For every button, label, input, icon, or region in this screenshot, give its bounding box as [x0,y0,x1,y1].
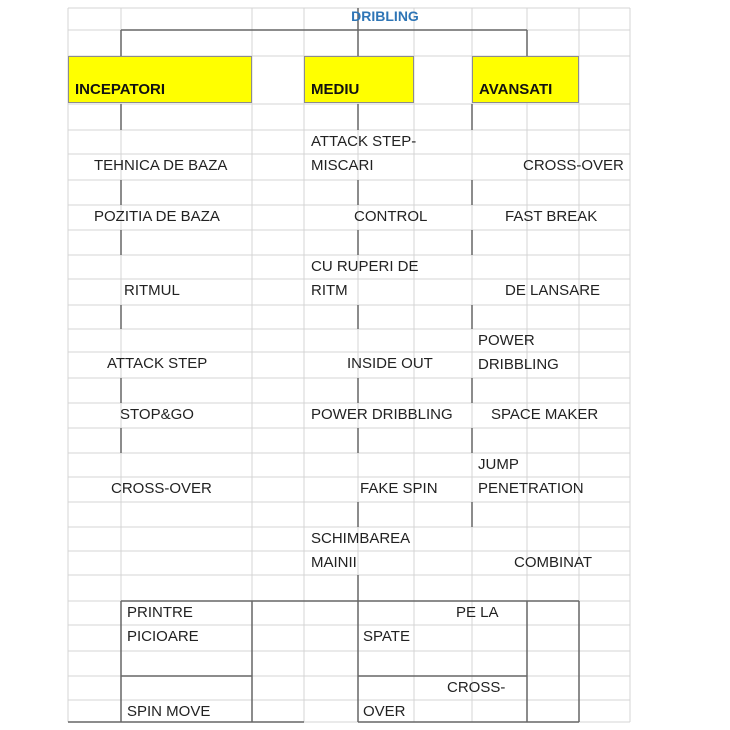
intermediate-item: POWER DRIBBLING [311,406,453,423]
bottom-item-spin-move: SPIN MOVE [127,703,211,720]
advanced-item: POWER DRIBBLING [478,332,559,373]
intermediate-item: SCHIMBAREA MAINII [311,530,411,571]
beginner-item: CROSS-OVER [111,480,212,497]
header-incepatori [68,56,252,103]
advanced-item: FAST BREAK [505,208,598,225]
beginner-item: ATTACK STEP [107,355,208,372]
intermediate-item: INSIDE OUT [347,355,433,372]
intermediate-item: CU RUPERI DE RITM [311,258,419,299]
advanced-item: JUMP PENETRATION [478,456,584,497]
bottom-item-cross: CROSS- [447,679,506,696]
advanced-item: COMBINAT [514,554,593,571]
header-avansati-label: AVANSATI [479,81,553,98]
intermediate-item: FAKE SPIN [360,480,438,497]
bottom-item-over: OVER [363,703,406,720]
beginner-item: POZITIA DE BAZA [94,208,220,225]
beginner-item: TEHNICA DE BAZA [94,157,228,174]
bottom-item-pe-la: PE LA [456,604,499,621]
advanced-item: CROSS-OVER [523,157,624,174]
intermediate-item: ATTACK STEP- MISCARI [311,133,417,174]
bottom-item-picioare: PICIOARE [127,628,199,645]
beginner-item: RITMUL [124,282,180,299]
advanced-item: SPACE MAKER [491,406,599,423]
beginner-item: STOP&GO [120,406,194,423]
bottom-item-printre: PRINTRE [127,604,193,621]
diagram-title: DRIBLING [351,8,419,24]
header-avansati [472,56,579,103]
header-mediu-label: MEDIU [311,81,360,98]
header-incepatori-label: INCEPATORI [75,81,166,98]
bottom-item-spate: SPATE [363,628,410,645]
intermediate-item: CONTROL [354,208,428,225]
advanced-item: DE LANSARE [505,282,601,299]
header-mediu [304,56,414,103]
